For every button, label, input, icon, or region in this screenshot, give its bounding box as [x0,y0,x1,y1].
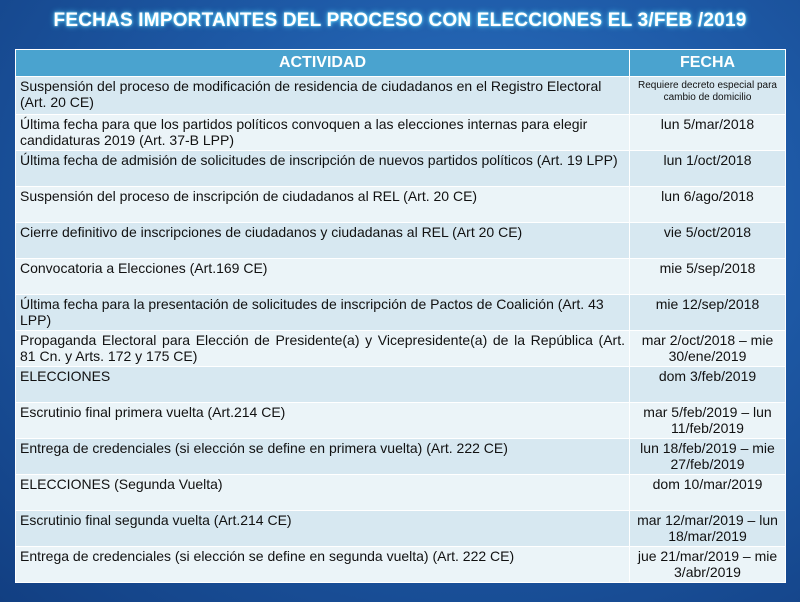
table-row [16,439,786,475]
date-cell: lun 5/mar/2018 [630,115,786,151]
date-cell: mar 5/feb/2019 – lun 11/feb/2019 [630,403,786,439]
table-row [16,475,786,511]
date-cell: jue 21/mar/2019 – mie 3/abr/2019 [630,547,786,583]
activity-cell: Suspensión del proceso de modificación de residencia de ciudadanos en el Registro Electoral (Art. 20 CE) [16,77,630,115]
date-column-header: FECHA [630,50,786,77]
activity-cell: Entrega de credenciales (si elección se define en primera vuelta) (Art. 222 CE) [16,439,630,475]
table-row [16,511,786,547]
table-header-row [16,50,786,77]
activity-cell: Última fecha de admisión de solicitudes de inscripción de nuevos partidos políticos (Art. 19 LPP) [16,151,630,187]
activity-cell: Escrutinio final segunda vuelta (Art.214 CE) [16,511,630,547]
table-row [16,367,786,403]
dates-table [15,49,786,583]
activity-cell: Última fecha para la presentación de solicitudes de inscripción de Pactos de Coalición (Art. 43 LPP) [16,295,630,331]
date-cell: dom 3/feb/2019 [630,367,786,403]
activity-cell: Propaganda Electoral para Elección de Presidente(a) y Vicepresidente(a) de la República (Art. 81 Cn. y Arts. 172 y 175 CE) [16,331,630,367]
table-row [16,295,786,331]
date-cell: lun 18/feb/2019 – mie 27/feb/2019 [630,439,786,475]
table-row [16,403,786,439]
activity-cell: ELECCIONES (Segunda Vuelta) [16,475,630,511]
activity-cell: Última fecha para que los partidos políticos convoquen a las elecciones internas para elegir candidaturas 2019 (Art. 37-B LPP) [16,115,630,151]
date-cell: mie 12/sep/2018 [630,295,786,331]
activity-cell: Entrega de credenciales (si elección se define en segunda vuelta) (Art. 222 CE) [16,547,630,583]
activity-column-header: ACTIVIDAD [16,50,630,77]
table-row [16,331,786,367]
date-cell: mar 2/oct/2018 – mie 30/ene/2019 [630,331,786,367]
date-cell: lun 1/oct/2018 [630,151,786,187]
activity-cell: Escrutinio final primera vuelta (Art.214 CE) [16,403,630,439]
date-cell: vie 5/oct/2018 [630,223,786,259]
table-row [16,151,786,187]
table-row [16,115,786,151]
activity-cell: Suspensión del proceso de inscripción de ciudadanos al REL (Art. 20 CE) [16,187,630,223]
date-cell: dom 10/mar/2019 [630,475,786,511]
table-row [16,547,786,583]
date-cell: lun 6/ago/2018 [630,187,786,223]
table-row [16,77,786,115]
activity-cell: Convocatoria a Elecciones (Art.169 CE) [16,259,630,295]
activity-cell: ELECCIONES [16,367,630,403]
activity-cell: Cierre definitivo de inscripciones de ciudadanos y ciudadanas al REL (Art 20 CE) [16,223,630,259]
date-cell: mie 5/sep/2018 [630,259,786,295]
table-row [16,187,786,223]
table-row [16,259,786,295]
table-row [16,223,786,259]
date-cell: Requiere decreto especial para cambio de domicilio [630,77,786,115]
slide-title: FECHAS IMPORTANTES DEL PROCESO CON ELECCIONES EL 3/FEB /2019 [53,10,747,31]
date-cell: mar 12/mar/2019 – lun 18/mar/2019 [630,511,786,547]
